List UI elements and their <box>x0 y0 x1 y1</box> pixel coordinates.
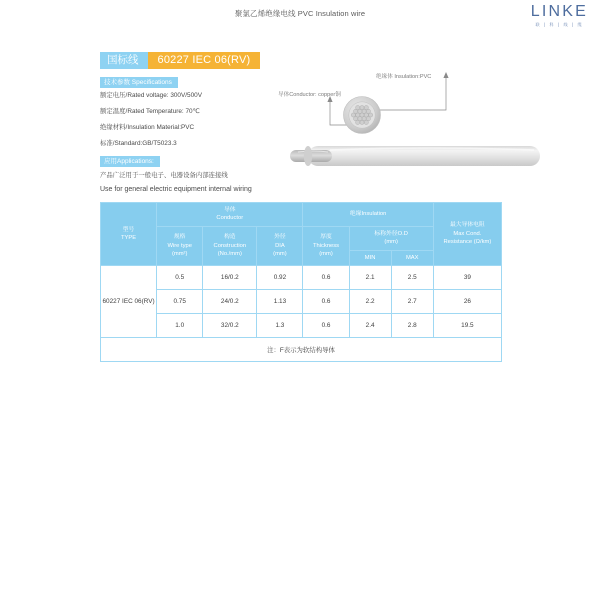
col-header-type: 型号 TYPE <box>101 203 157 266</box>
cell-thickness: 0.6 <box>303 313 349 337</box>
page-header <box>0 0 600 30</box>
callout-label-insulation: 绝缘体 Insulation:PVC <box>376 74 432 80</box>
col-group-insulation: 绝缘Insulation <box>303 203 433 227</box>
col-header-od-min: MIN <box>349 250 391 265</box>
col-header-od-max: MAX <box>391 250 433 265</box>
cell-wire-type: 0.5 <box>157 265 203 289</box>
product-badge-en: 60227 IEC 06(RV) <box>148 52 261 69</box>
cell-dia: 0.92 <box>257 265 303 289</box>
cell-resistance: 19.5 <box>433 313 501 337</box>
col-header-wire-type: 规格 Wire type (mm²) <box>157 226 203 265</box>
spec-insulation-material: 绝缘材料/Insulation Material:PVC <box>100 124 195 131</box>
spec-standard: 标准/Standard:GB/T5023.3 <box>100 140 177 147</box>
col-header-thickness: 厚度 Thickness (mm) <box>303 226 349 265</box>
specification-table <box>100 202 502 362</box>
wire-diagram-svg <box>290 68 590 178</box>
table-note-row <box>101 337 502 361</box>
applications-section-label: 应用Applications: <box>100 156 160 167</box>
col-header-construction: 构造 Construction (No./mm) <box>203 226 257 265</box>
cell-od-max: 2.8 <box>391 313 433 337</box>
cell-od-min: 2.1 <box>349 265 391 289</box>
brand-logo <box>531 4 588 27</box>
cell-construction: 24/0.2 <box>203 289 257 313</box>
arrow-head-insulation <box>443 72 448 78</box>
col-header-dia: 外径 DIA (mm) <box>257 226 303 265</box>
table-header-row-1 <box>101 203 502 227</box>
wire-illustration <box>278 68 590 178</box>
cell-construction: 32/0.2 <box>203 313 257 337</box>
cell-resistance: 39 <box>433 265 501 289</box>
cell-od-max: 2.5 <box>391 265 433 289</box>
cell-dia: 1.13 <box>257 289 303 313</box>
cell-od-min: 2.2 <box>349 289 391 313</box>
wire-cross-section <box>344 97 381 134</box>
specifications-section-label: 技术参数 Specifications <box>100 77 178 88</box>
col-group-conductor: 导体 Conductor <box>157 203 303 227</box>
cell-construction: 16/0.2 <box>203 265 257 289</box>
cell-thickness: 0.6 <box>303 289 349 313</box>
table-row <box>101 313 502 337</box>
callout-label-conductor: 导体Conductor: copper铜 <box>278 92 341 98</box>
application-text-cn: 产品广泛用于一般电子、电器设备内部连接线 <box>100 172 228 179</box>
cell-od-min: 2.4 <box>349 313 391 337</box>
document-title: 聚氯乙烯绝缘电线 PVC Insulation wire <box>234 9 366 18</box>
col-header-max-resistance: 最大导体电阻 Max Cond. Resistance (Ω/km) <box>433 203 501 266</box>
cell-wire-type: 1.0 <box>157 313 203 337</box>
product-title-band <box>100 52 260 69</box>
cell-od-max: 2.7 <box>391 289 433 313</box>
wire-body <box>290 146 540 166</box>
cell-thickness: 0.6 <box>303 265 349 289</box>
cell-dia: 1.3 <box>257 313 303 337</box>
cell-resistance: 26 <box>433 289 501 313</box>
leader-line-insulation <box>376 77 446 110</box>
table-row <box>101 289 502 313</box>
table-row <box>101 265 502 289</box>
product-badge-cn: 国标线 <box>100 52 148 69</box>
cell-wire-type: 0.75 <box>157 289 203 313</box>
col-group-outer-diameter: 标称外径O.D (mm) <box>349 226 433 250</box>
spec-rated-temperature: 额定温度/Rated Temperature: 70℃ <box>100 108 200 115</box>
table-note: 注：F表示为软结构导体 <box>101 337 502 361</box>
logo-wordmark: LINKE <box>530 3 588 20</box>
cell-type-value: 60227 IEC 06(RV) <box>101 265 157 337</box>
logo-subtitle: 联 | 科 | 线 | 缆 <box>535 21 584 27</box>
application-text-en: Use for general electric equipment internal wiring <box>100 186 252 193</box>
specification-table-wrapper <box>100 202 502 362</box>
spec-rated-voltage: 额定电压/Rated voltage: 300V/500V <box>100 92 202 99</box>
